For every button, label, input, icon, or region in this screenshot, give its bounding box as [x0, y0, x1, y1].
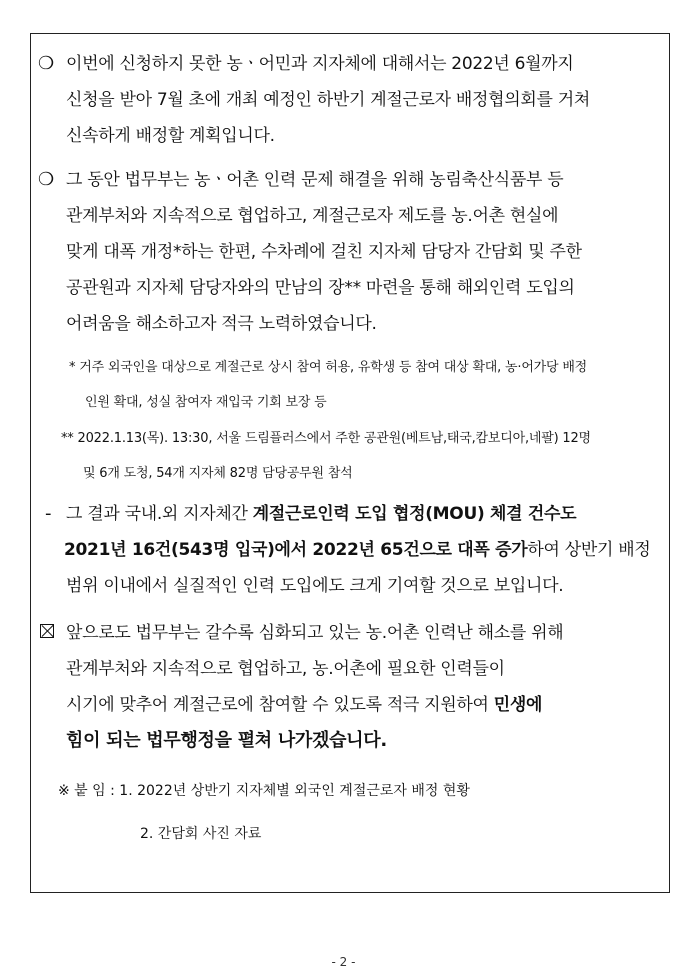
- text-segment: 그 결과 국내.외 지자체간: [66, 504, 253, 524]
- text-segment: 하여 상반기 배정: [527, 540, 651, 560]
- text-line: 그 동안 법무부는 농ㆍ어촌 인력 문제 해결을 위해 농림축산식품부 등: [66, 170, 564, 190]
- attachment-item-2: [140, 823, 261, 843]
- text-bold: 2021년 16건(543명 입국)에서 2022년 65건으로 대폭 증가: [64, 540, 528, 560]
- attachment-prefix: ※ 붙 임 :: [58, 783, 120, 799]
- text-line: 어려움을 해소하고자 적극 노력하였습니다.: [66, 314, 377, 334]
- attachment-item: 2. 간담회 사진 자료: [140, 826, 262, 842]
- text-line: 신속하게 배정할 계획입니다.: [66, 126, 275, 146]
- circle-bullet-icon: ❍: [38, 169, 54, 190]
- text-bold: 계절근로인력 도입 협정(MOU) 체결 건수도: [252, 504, 577, 524]
- text-line: 맞게 대폭 개정*하는 한편, 수차례에 걸친 지자체 담당자 간담회 및 주한: [66, 242, 582, 262]
- text-segment: 시기에 맞추어 계절근로에 참여할 수 있도록 적극 지원하여: [66, 695, 494, 715]
- text-line: 이번에 신청하지 못한 농ㆍ어민과 지자체에 대해서는 2022년 6월까지: [66, 54, 574, 74]
- text-line: 공관원과 지자체 담당자와의 만남의 장** 마련을 통해 해외인력 도입의: [66, 278, 575, 298]
- attachment-item: 1. 2022년 상반기 지자체별 외국인 계절근로자 배정 현황: [119, 783, 470, 799]
- dash-bullet: -: [45, 503, 52, 524]
- text-line: 관계부처와 지속적으로 협업하고, 농.어촌에 필요한 인력들이: [66, 659, 505, 679]
- footnote-line: 및 6개 도청, 54개 지자체 82명 담당공무원 참석: [83, 466, 353, 481]
- checkbox-x-icon: [40, 624, 54, 638]
- circle-bullet-icon: ❍: [38, 53, 54, 74]
- text-bold: 민생에: [493, 695, 543, 715]
- text-line: 범위 이내에서 실질적인 인력 도입에도 크게 기여할 것으로 보입니다.: [66, 576, 564, 596]
- footnote-line: 인원 확대, 성실 참여자 재입국 기회 보장 등: [85, 395, 327, 410]
- text-line: 신청을 받아 7월 초에 개최 예정인 하반기 계절근로자 배정협의회를 거쳐: [66, 90, 590, 110]
- footnote-meeting: [61, 421, 591, 491]
- footnote-line: ** 2022.1.13(목). 13:30, 서울 드림플러스에서 주한 공관원(베트남,태국,캄보디아,네팔) 12명: [61, 431, 591, 446]
- text-line: 앞으로도 법무부는 갈수록 심화되고 있는 농.어촌 인력난 해소를 위해: [66, 623, 564, 643]
- page-number: - 2 -: [331, 955, 356, 969]
- attachment-list: [58, 780, 470, 800]
- footnote-line: * 거주 외국인을 대상으로 계절근로 상시 참여 허용, 유학생 등 참여 대상 확대, 농·어가당 배정: [69, 360, 588, 375]
- footnote-revision: [69, 350, 587, 420]
- document-frame: [30, 33, 670, 893]
- text-bold: 힘이 되는 법무행정을 펼쳐 나가겠습니다.: [66, 730, 387, 751]
- text-line: 관계부처와 지속적으로 협업하고, 계절근로자 제도를 농.어촌 현실에: [66, 206, 559, 226]
